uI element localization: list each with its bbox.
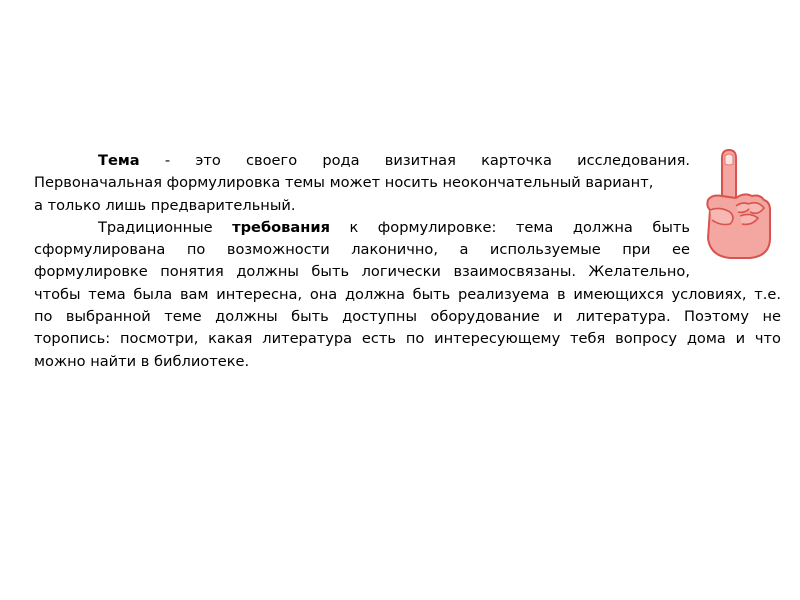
pointing-finger-icon	[700, 148, 776, 264]
paragraph-1-line-2: Первоначальная формулировка темы может носить неокончательный вариант,	[34, 174, 654, 192]
paragraph-2-line-5: по выбранной теме должны быть доступны оборудование и литература. Поэтому не	[34, 308, 781, 326]
paragraph-2-line-4: чтобы тема была вам интересна, она должна быть реализуема в имеющихся условиях, т.е.	[34, 285, 781, 303]
term-trebovaniya: требования	[232, 218, 330, 236]
paragraph-2-line-1: Традиционные требования к формулировке: тема должна быть	[98, 218, 690, 236]
paragraph-2-line-3: формулировке понятия должны быть логически взаимосвязаны. Желательно,	[34, 263, 690, 281]
paragraph-1-line-3: а только лишь предварительный.	[34, 196, 296, 214]
paragraph-1-line-1: Тема - это своего рода визитная карточка исследования.	[98, 152, 690, 169]
document-body	[34, 150, 781, 373]
term-tema: Тема	[98, 152, 140, 169]
paragraph-2-line-2: сформулирована по возможности лаконично, а используемые при ее	[34, 241, 690, 259]
paragraph-2-line-6: торопись: посмотри, какая литература есть по интересующему тебя вопросу дома и что	[34, 330, 781, 348]
paragraph-2-line-7: можно найти в библиотеке.	[34, 352, 250, 370]
